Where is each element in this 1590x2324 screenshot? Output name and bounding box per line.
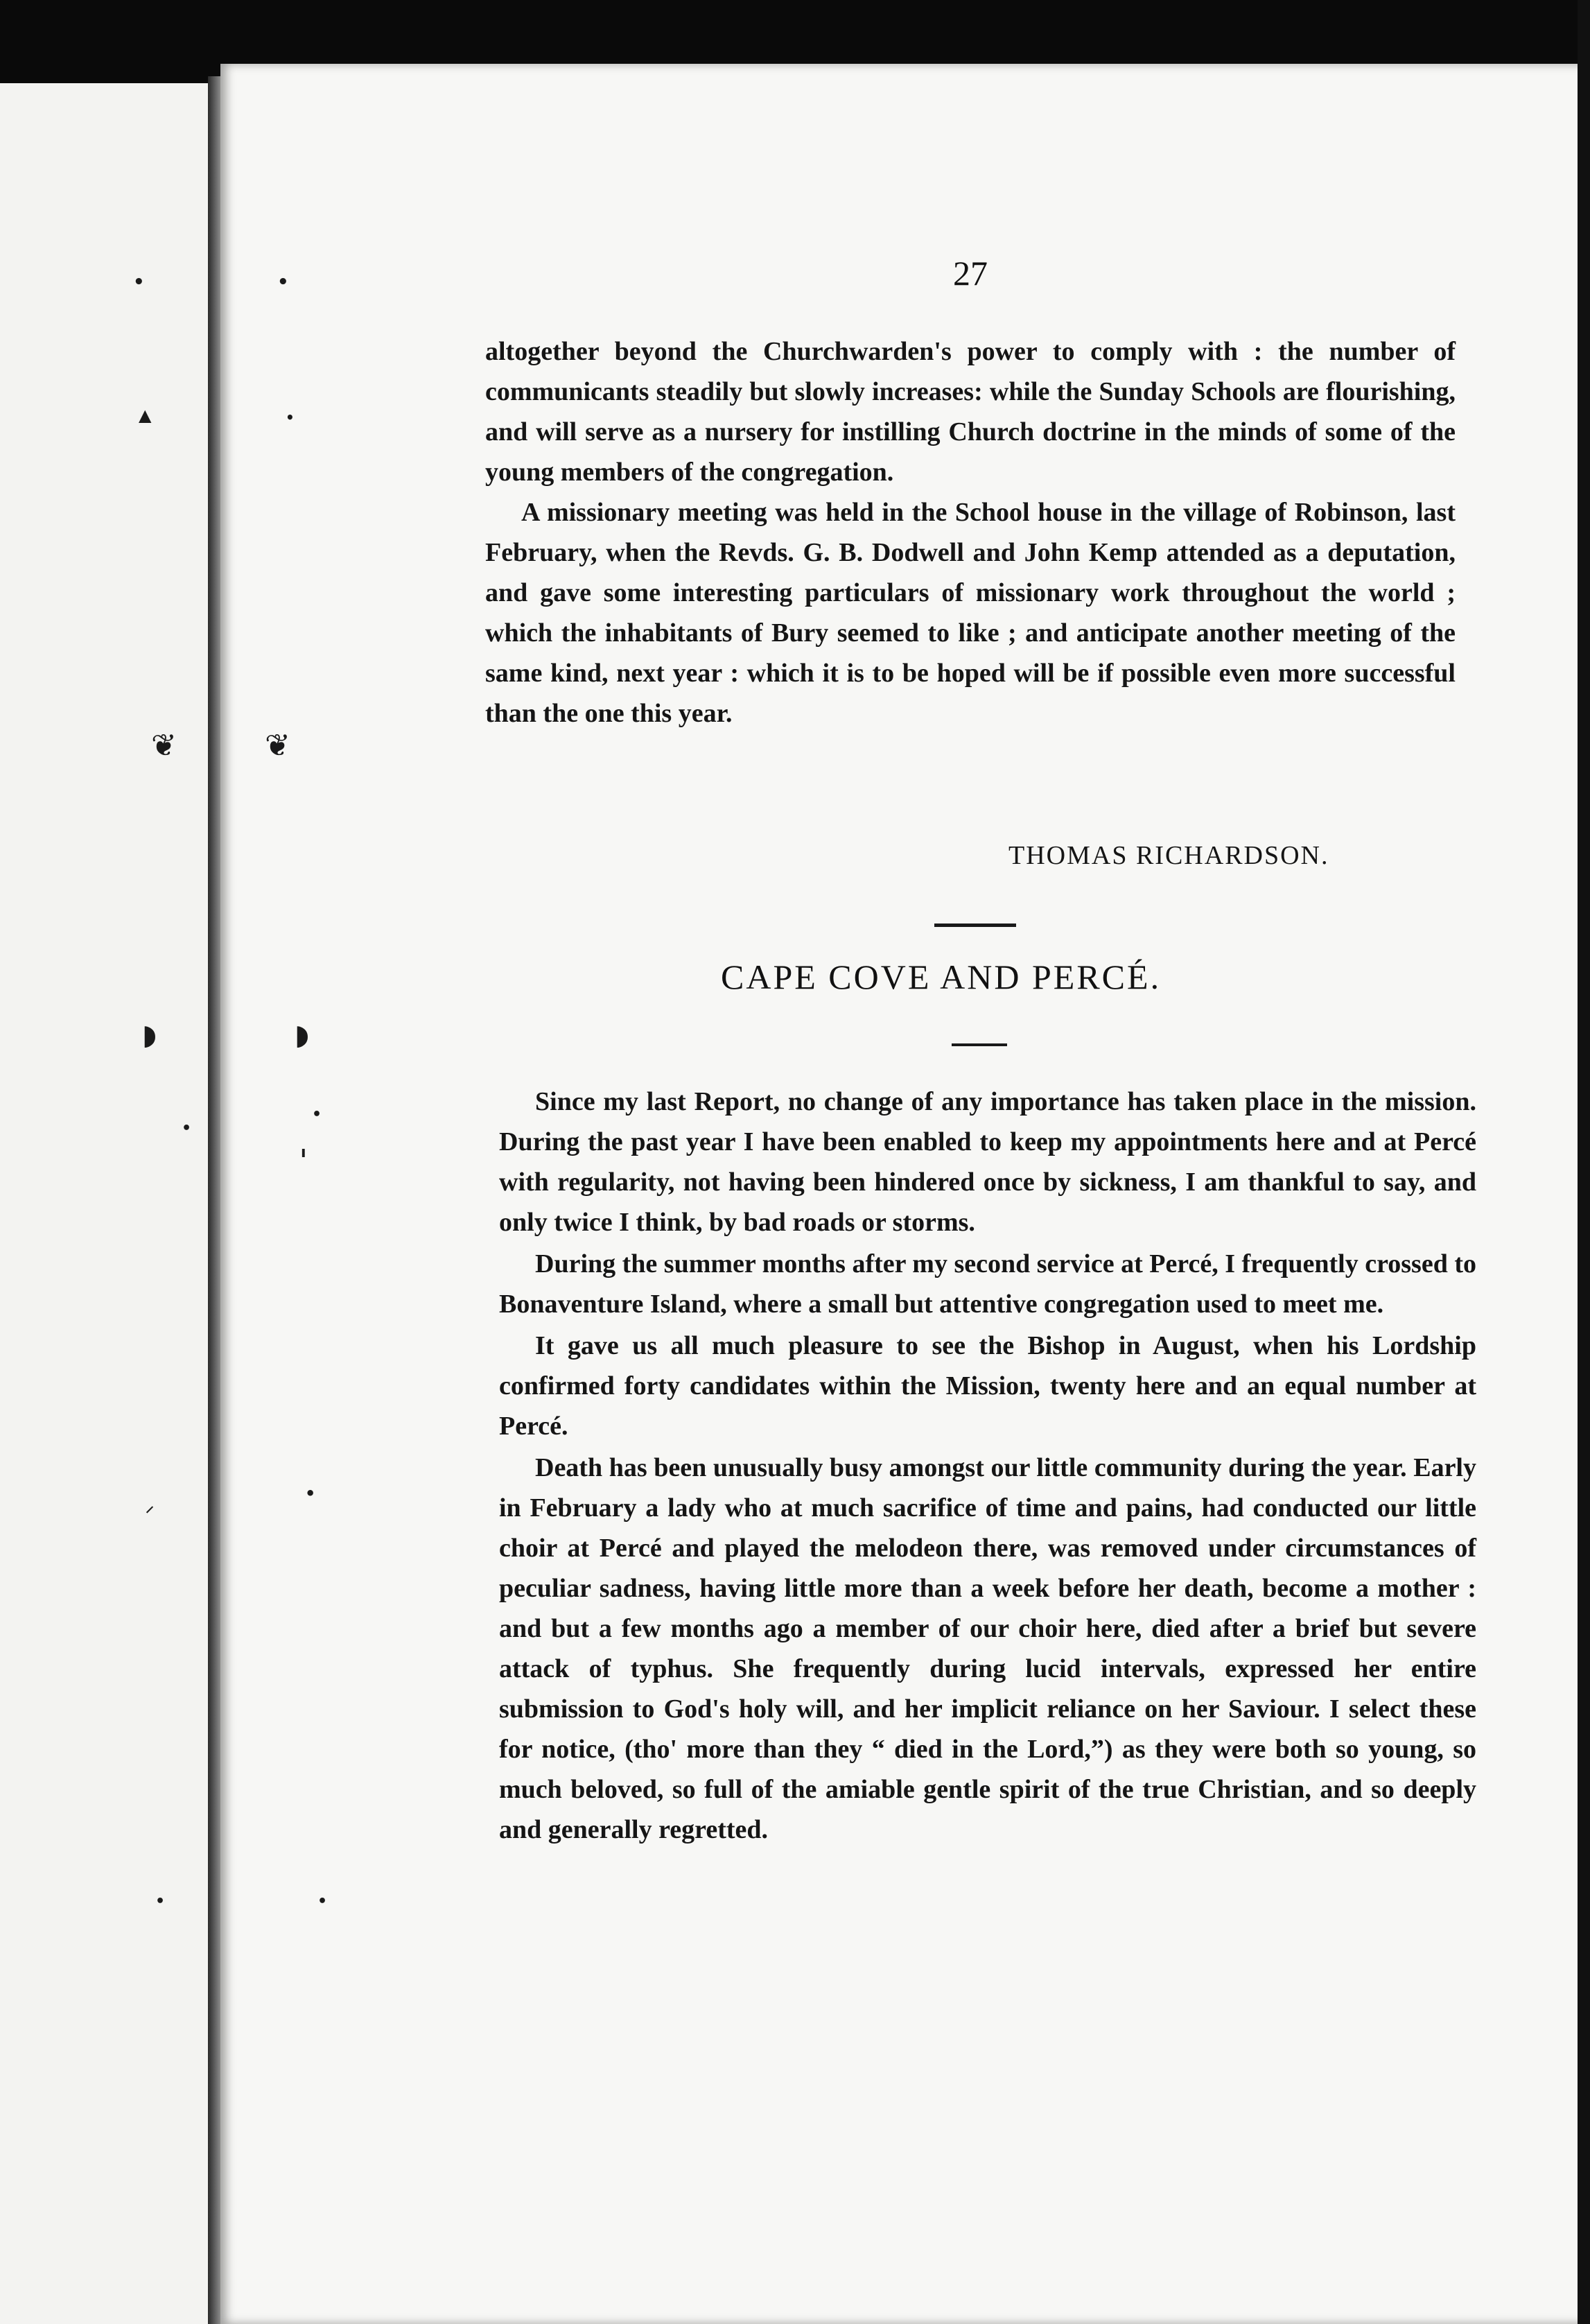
section-rule-top bbox=[934, 923, 1016, 927]
paragraph: Since my last Report, no change of any importance has taken place in the mission. During the past year I have been enabled to keep my appointments here and at Percé with regularity, not having been hindered once by sickness, I am thankful to say, and only twice I think, by bad roads or storms. bbox=[499, 1087, 1476, 1237]
paragraph: It gave us all much pleasure to see the Bishop in August, when his Lordship confirmed forty candidates within the Mission, twenty here and an equal number at Percé. bbox=[499, 1331, 1476, 1441]
continuation-text bbox=[485, 331, 1456, 734]
facing-page-edge bbox=[0, 83, 216, 2324]
margin-mark: ◗ bbox=[295, 1019, 310, 1051]
page-number: 27 bbox=[953, 254, 988, 293]
margin-mark: ı bbox=[301, 1144, 306, 1161]
margin-mark: • bbox=[305, 1484, 316, 1503]
margin-mark: • bbox=[277, 272, 289, 293]
margin-mark: • bbox=[286, 409, 295, 426]
margin-mark: ❦ bbox=[265, 728, 290, 763]
signature: THOMAS RICHARDSON. bbox=[1008, 841, 1329, 870]
margin-mark: ▲ bbox=[139, 406, 152, 425]
margin-mark: • bbox=[312, 1106, 322, 1123]
paragraph: A missionary meeting was held in the School house in the village of Robinson, last February, when the Revds. G. B. Dodwell and John Kemp attended as a deputation, and gave some interesting particulars of missionary work throughout the world ; which the inhabitants of Bury seemed to like ; and anticipate another meeting of the same kind, next year : which it is to be hoped will be if possible even more successful than the one this year. bbox=[485, 498, 1456, 728]
margin-mark: ⸝ bbox=[146, 1496, 154, 1516]
margin-mark: • bbox=[155, 1893, 166, 1910]
section-rule-bottom bbox=[952, 1043, 1007, 1046]
margin-mark: ◗ bbox=[142, 1019, 157, 1051]
margin-mark: • bbox=[317, 1893, 328, 1910]
margin-mark: • bbox=[182, 1120, 192, 1137]
margin-mark: ❦ bbox=[151, 728, 177, 763]
margin-mark: • bbox=[133, 272, 145, 293]
section-title: CAPE COVE AND PERCÉ. bbox=[721, 957, 1162, 996]
paragraph: During the summer months after my second service at Percé, I frequently crossed to Bonaventure Island, where a small but attentive congregation used to meet me. bbox=[499, 1249, 1476, 1319]
paragraph: altogether beyond the Churchwarden's power to comply with : the number of communicants steadily but slowly increases: while the Sunday Schools are flourishing, and will serve as a nursery for instilling Church doctrine in the minds of some of the young members of the congregation. bbox=[485, 337, 1456, 487]
section-body bbox=[499, 1082, 1476, 1850]
paragraph: Death has been unusually busy amongst our little community during the year. Early in February a lady who at much sacrifice of time and pains, had conducted our little choir at Percé and played the melodeon there, was removed under circumstances of peculiar sadness, having little more than a week before her death, become a mother : and but a few months ago a member of our choir here, died after a brief but severe attack of typhus. She frequently during lucid intervals, expressed her entire submission to God's holy will, and her implicit reliance on her Saviour. I select these for notice, (tho' more than they “ died in the Lord,”) as they were both so young, so much beloved, so full of the amiable gentle spirit of the true Christian, and so deeply and generally regretted. bbox=[499, 1453, 1476, 1844]
scan-border-right bbox=[1578, 0, 1590, 2324]
